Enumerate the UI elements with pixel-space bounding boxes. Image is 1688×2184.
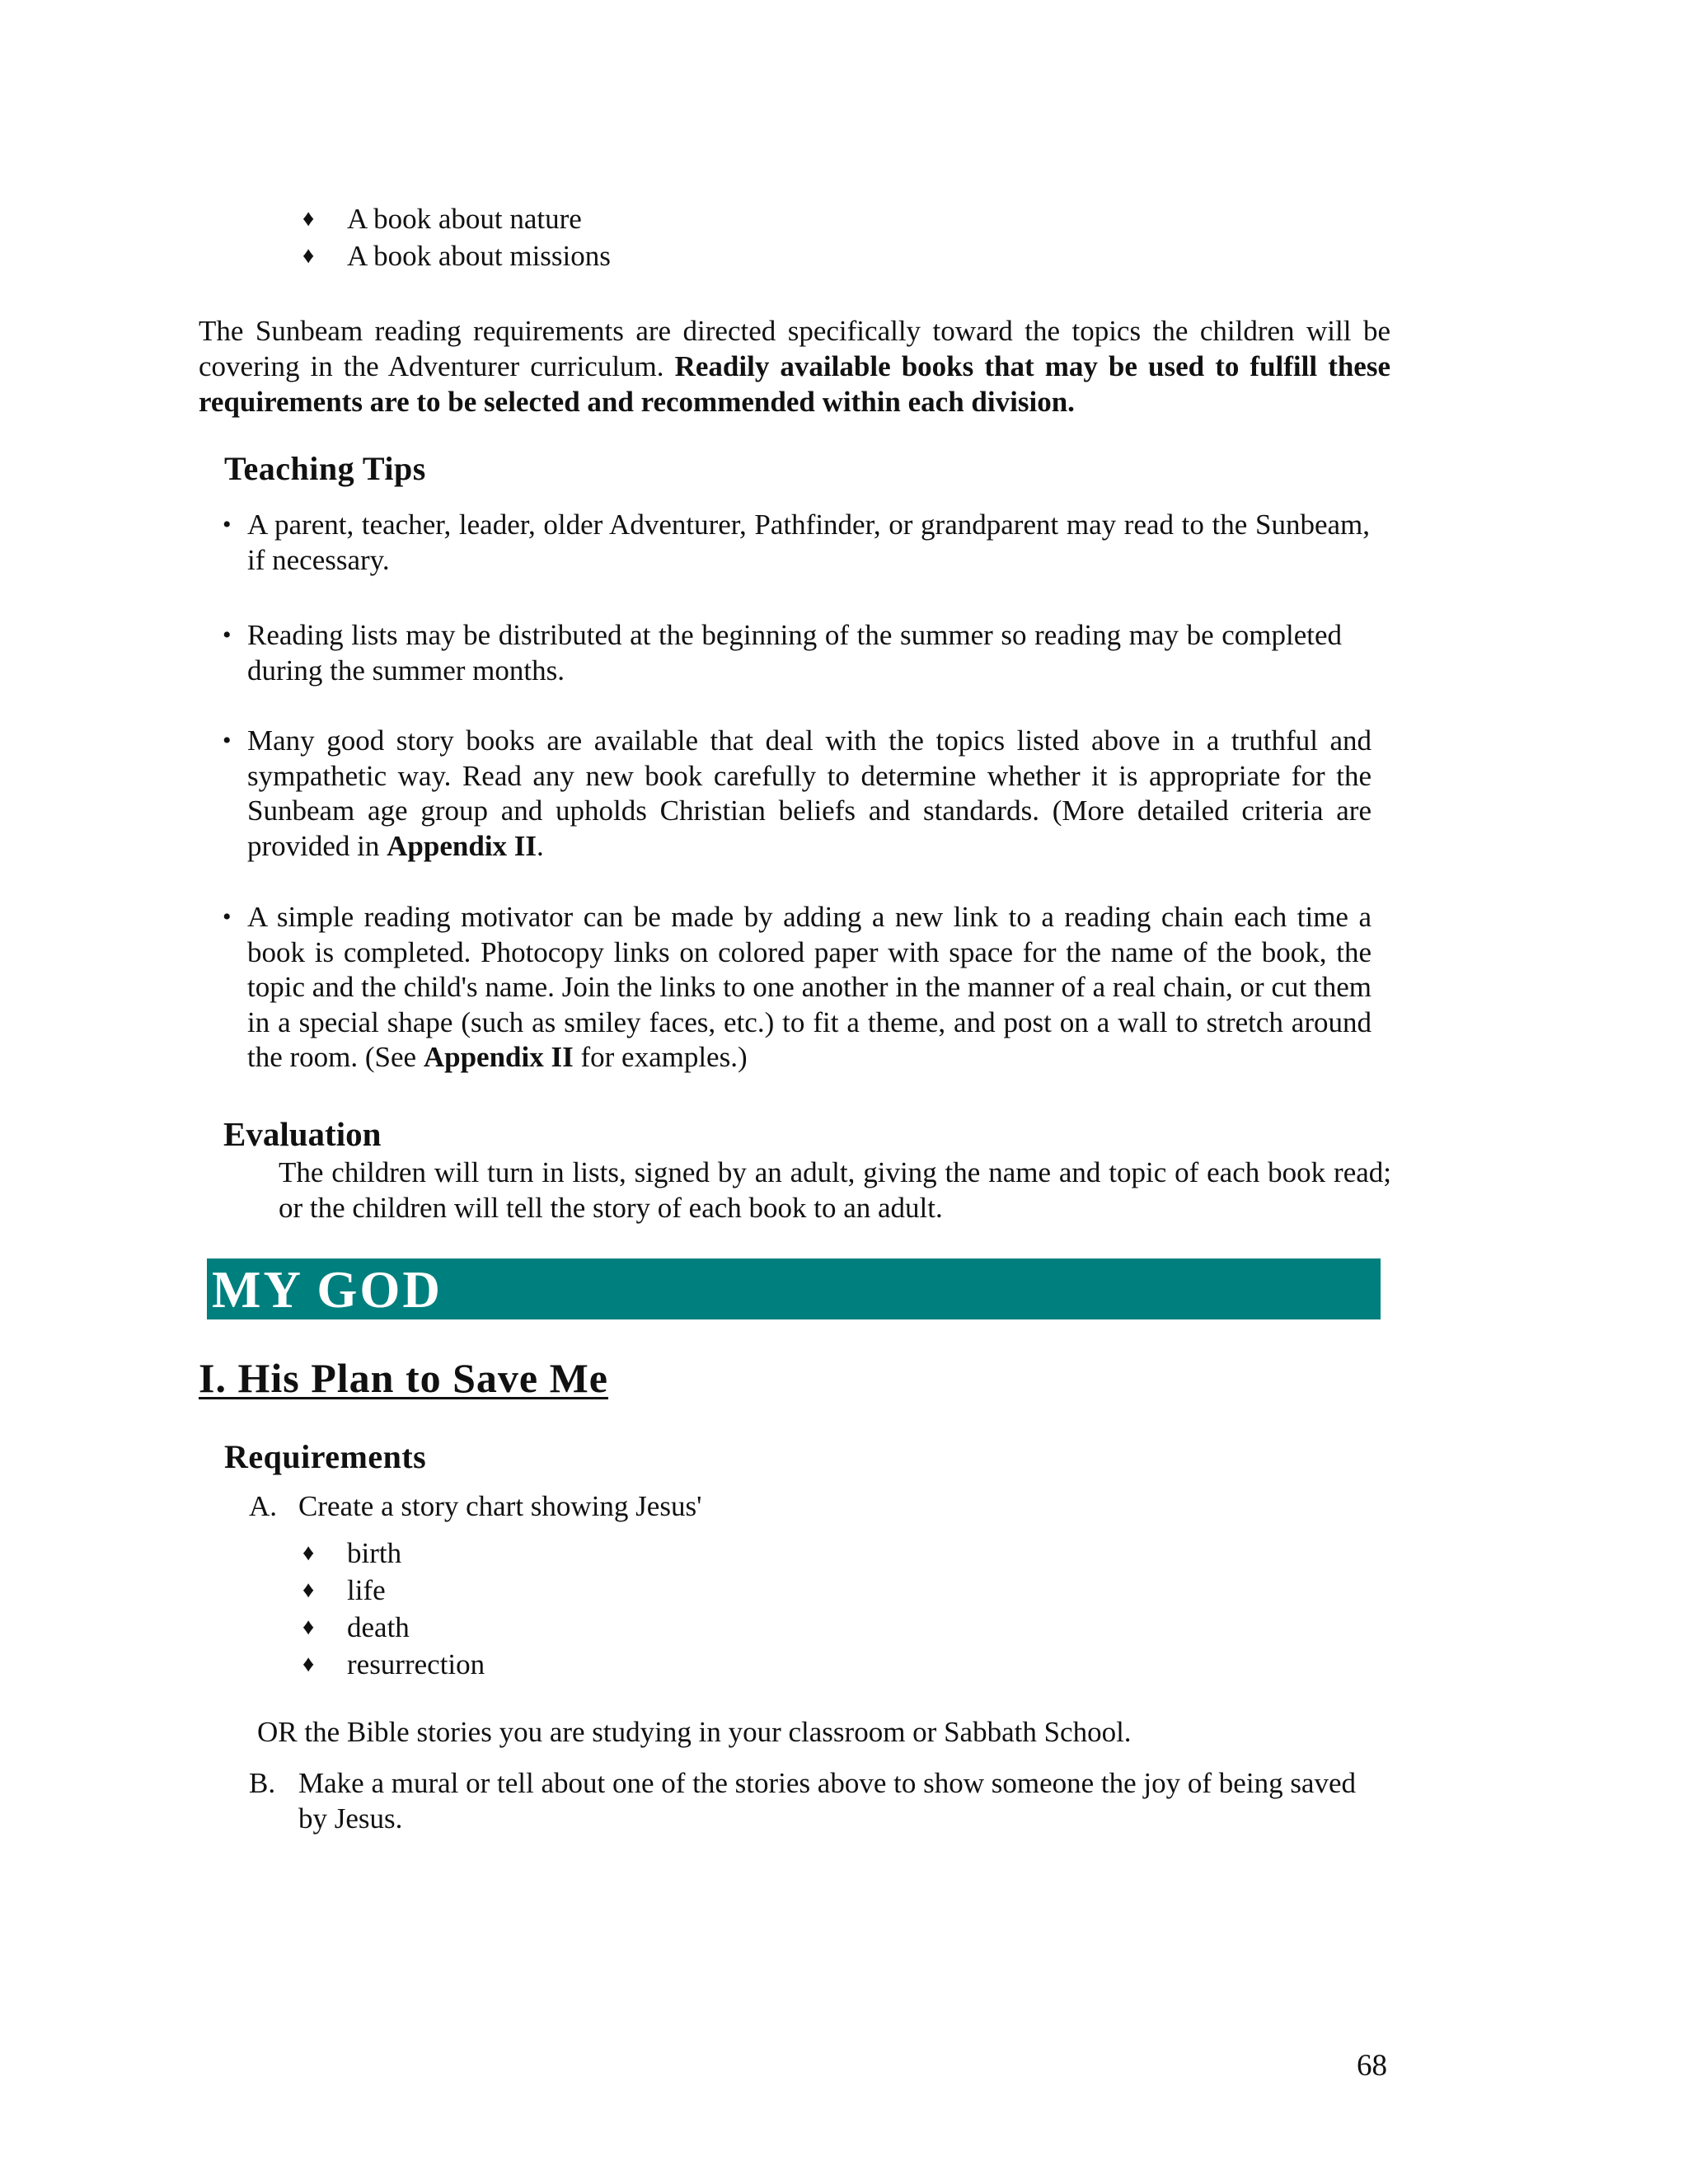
requirements-heading: Requirements bbox=[224, 1438, 427, 1475]
list-item: ♦ A book about nature bbox=[302, 203, 582, 235]
diamond-bullet-icon: ♦ bbox=[302, 243, 315, 269]
evaluation-text: The children will turn in lists, signed by an adult, giving the name and topic of each book read; or the children will tell the story of each book to an adult. bbox=[279, 1156, 1391, 1224]
intro-text: The Sunbeam reading requirements are directed specifically toward the topics the children will be covering in the Adventurer curriculum. bbox=[199, 315, 1390, 382]
book-topic-list bbox=[302, 201, 879, 275]
banner-title: MY GOD bbox=[212, 1261, 443, 1319]
appendix-reference: Appendix II bbox=[423, 1041, 574, 1073]
list-item: ♦ resurrection bbox=[302, 1648, 485, 1680]
intro-paragraph bbox=[199, 313, 1390, 419]
page-number: 68 bbox=[1357, 2049, 1387, 2083]
requirement-b-label: B. bbox=[249, 1767, 276, 1799]
diamond-bullet-icon: ♦ bbox=[302, 1577, 315, 1603]
bullet-icon: • bbox=[223, 903, 232, 930]
bullet-icon: • bbox=[223, 511, 232, 538]
teaching-tips-heading: Teaching Tips bbox=[224, 450, 426, 487]
diamond-bullet-icon: ♦ bbox=[302, 206, 315, 232]
intro-bold-text: Readily available books that may be used to fulfill these requirements are to be selected and recommended within each division. bbox=[199, 350, 1391, 418]
appendix-reference: Appendix II bbox=[387, 829, 537, 862]
diamond-bullet-icon: ♦ bbox=[302, 1615, 315, 1640]
requirement-or-text: OR the Bible stories you are studying in your classroom or Sabbath School. bbox=[257, 1716, 1132, 1748]
list-item: ♦ A book about missions bbox=[302, 240, 611, 272]
bullet-icon: • bbox=[223, 621, 232, 649]
list-item: ♦ life bbox=[302, 1574, 386, 1606]
diamond-bullet-icon: ♦ bbox=[302, 1540, 315, 1566]
section-title: I. His Plan to Save Me bbox=[199, 1355, 608, 1401]
requirement-a-label: A. bbox=[249, 1490, 278, 1522]
teaching-tip-item: • Many good story books are available that deal with the topics listed above in a truthful and sympathetic way. Read any new book carefully to determine whether it is appropriate for the Sunbeam age group and upholds Christian beliefs and standards. (More detailed criteria are provided in Appendix II. bbox=[223, 724, 1372, 862]
section-banner bbox=[207, 1258, 1381, 1319]
teaching-tip-item: • A parent, teacher, leader, older Adventurer, Pathfinder, or grandparent may read to the Sunbeam, if necessary. bbox=[223, 509, 1370, 576]
bullet-icon: • bbox=[223, 727, 232, 754]
teaching-tip-item: • Reading lists may be distributed at the beginning of the summer so reading may be completed during the summer months. bbox=[223, 619, 1342, 687]
teaching-tip-item: • A simple reading motivator can be made by adding a new link to a reading chain each time a book is completed. Photocopy links on colored paper with space for the name of the book, the topic and the child's name. Join the links to one another in the manner of a real chain, or cut them in a special shape (such as smiley faces, etc.) to fit a theme, and post on a wall to stretch around the room. (See Appendix II for examples.) bbox=[223, 901, 1372, 1073]
story-chart-list bbox=[302, 1535, 797, 1684]
list-item: ♦ birth bbox=[302, 1537, 402, 1569]
diamond-bullet-icon: ♦ bbox=[302, 1652, 315, 1677]
evaluation-heading: Evaluation bbox=[223, 1115, 382, 1153]
requirement-a-text: Create a story chart showing Jesus' bbox=[298, 1490, 702, 1522]
requirement-b-text: Make a mural or tell about one of the stories above to show someone the joy of being saved by Jesus. bbox=[298, 1767, 1357, 1835]
list-item: ♦ death bbox=[302, 1611, 410, 1643]
